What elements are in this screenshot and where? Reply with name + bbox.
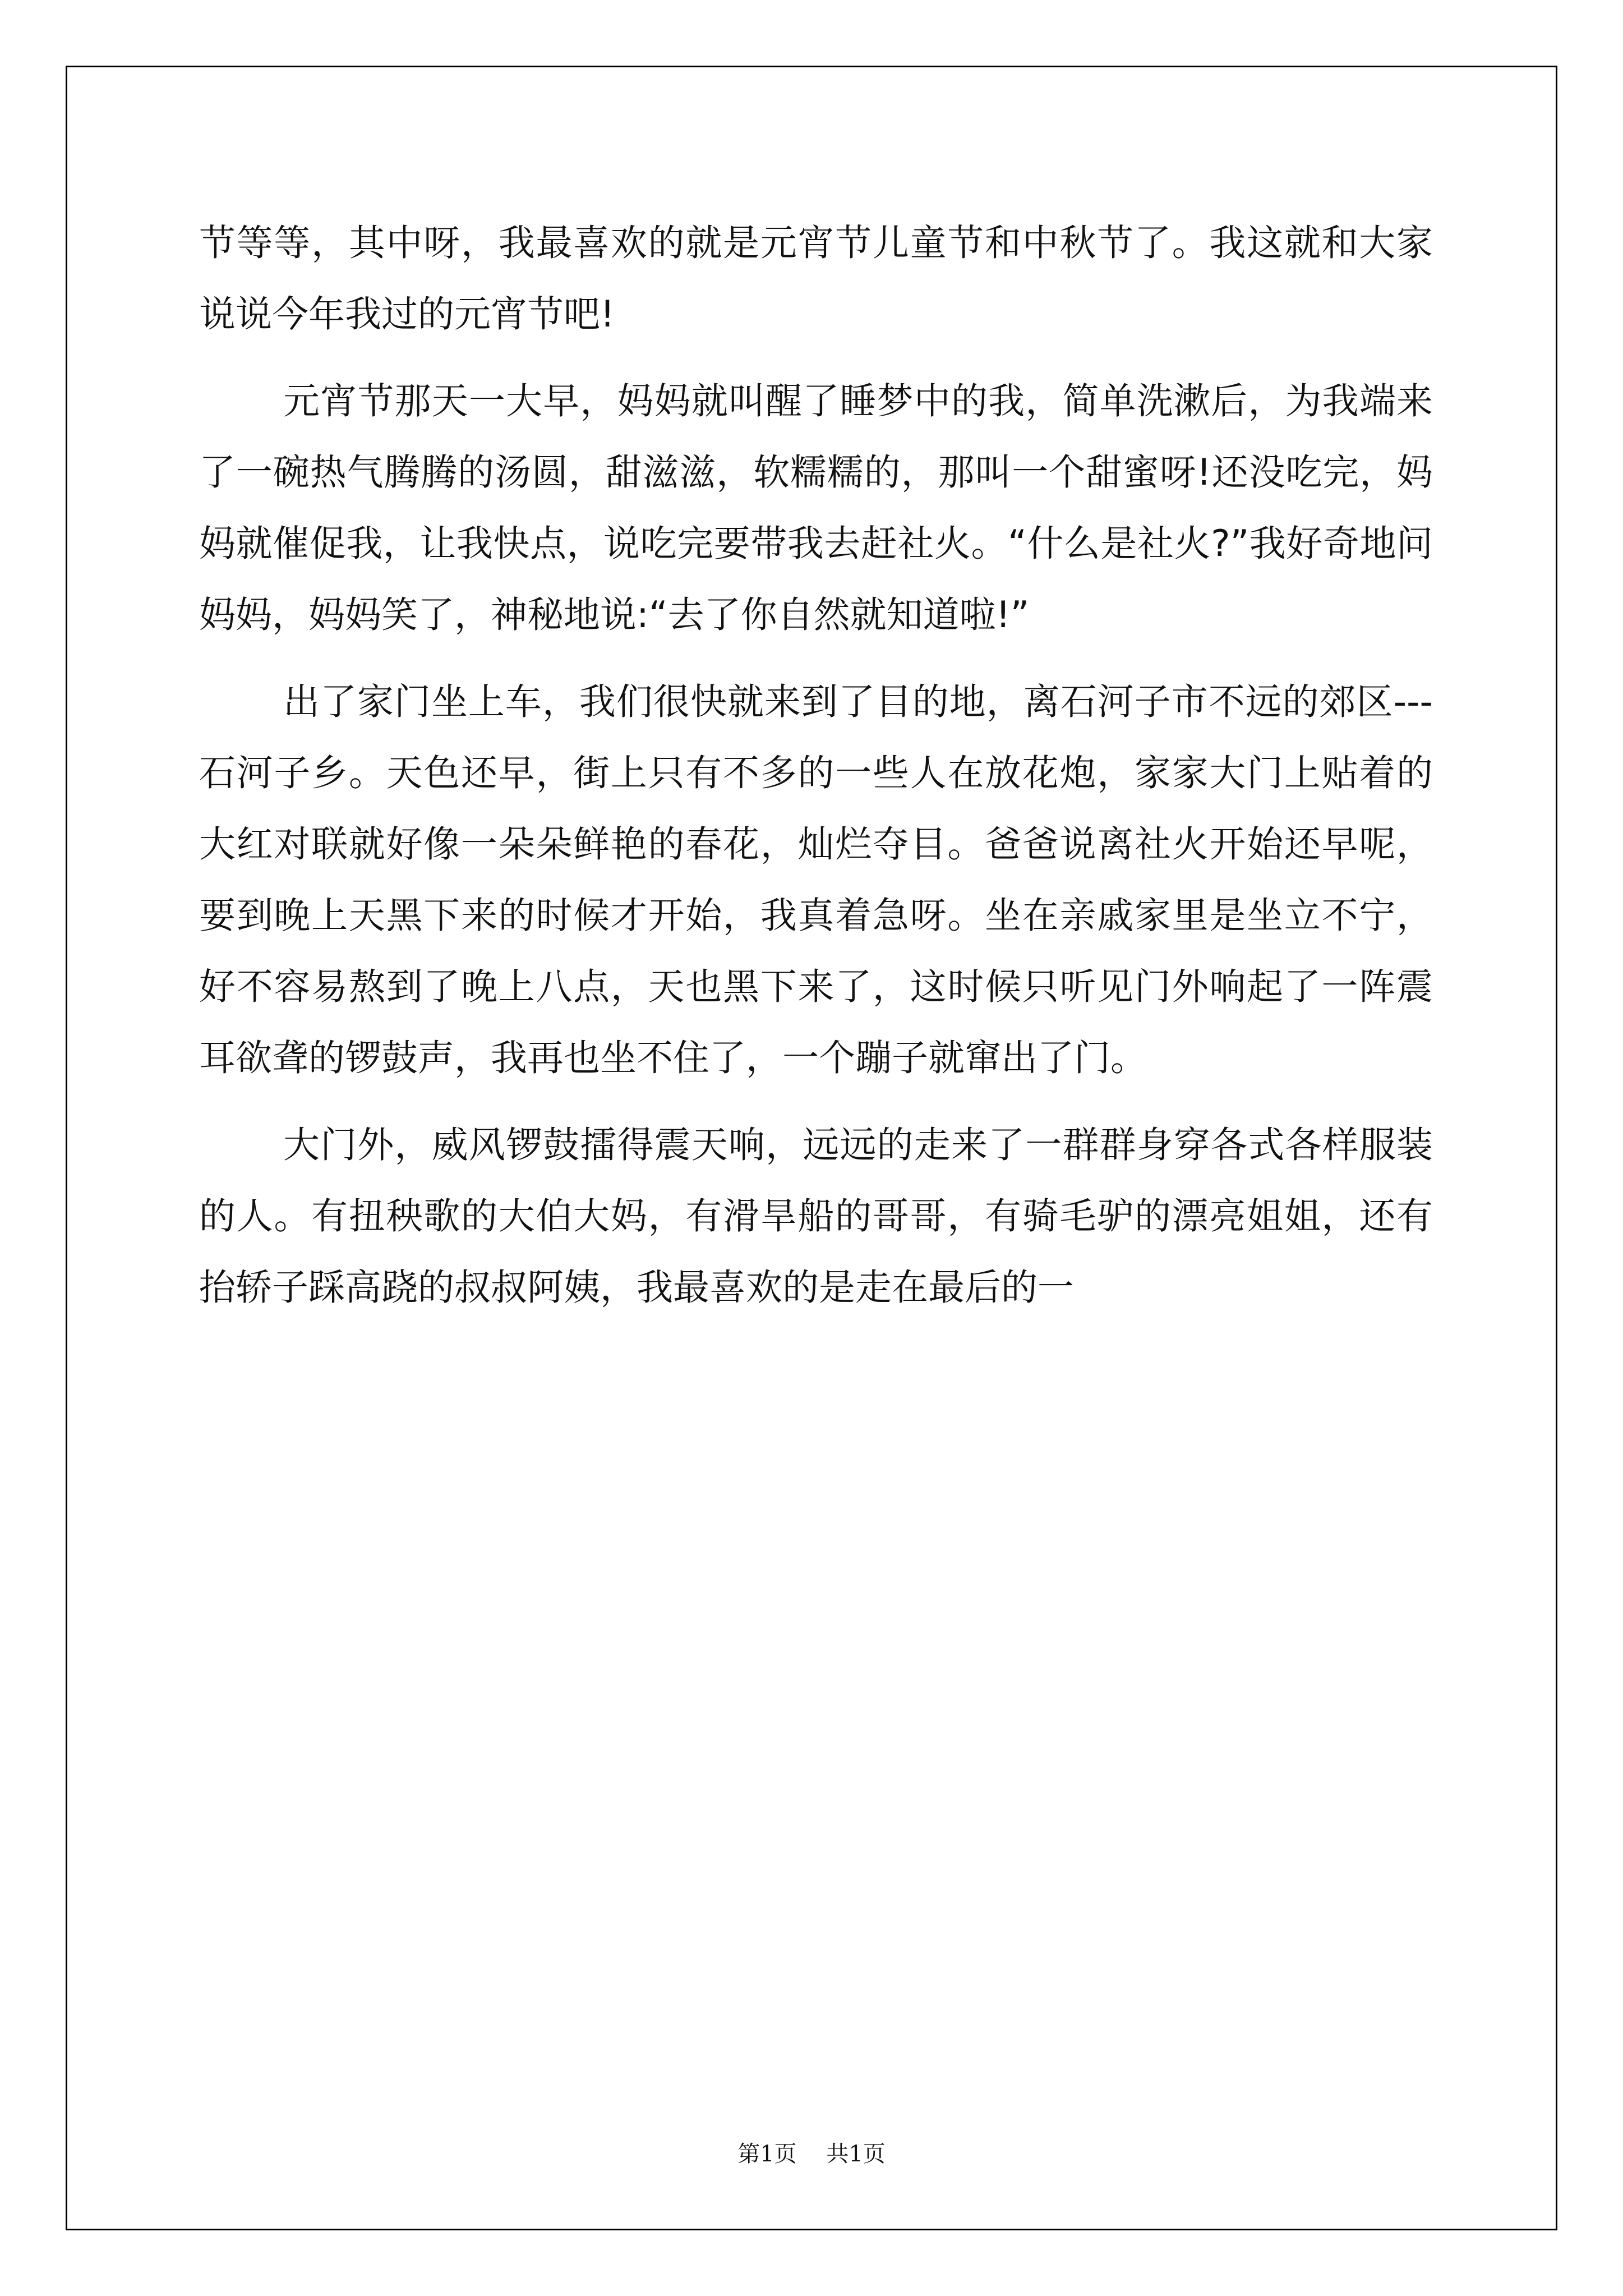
page-number: 第1页 (737, 2141, 797, 2167)
paragraph-2: 元宵节那天一大早，妈妈就叫醒了睡梦中的我，简单洗漱后，为我端来了一碗热气腾腾的汤圆，甜滋滋，软糯糯的，那叫一个甜蜜呀!还没吃完，妈妈就催促我，让我快点，说吃完要带我去赶社火。“什么是社火?”我好奇地问妈妈，妈妈笑了，神秘地说:“去了你自然就知道啦!” (199, 380, 1433, 636)
document-body (199, 208, 1433, 1339)
paragraph-4: 大门外，威风锣鼓擂得震天响，远远的走来了一群群身穿各式各样服装的人。有扭秧歌的大伯大妈，有滑旱船的哥哥，有骑毛驴的漂亮姐姐，还有抬轿子踩高跷的叔叔阿姨，我最喜欢的是走在最后的一 (199, 1124, 1433, 1309)
paragraph-1: 节等等，其中呀，我最喜欢的就是元宵节儿童节和中秋节了。我这就和大家说说今年我过的元宵节吧! (199, 222, 1433, 335)
total-pages: 共1页 (826, 2141, 886, 2167)
paragraph-3: 出了家门坐上车，我们很快就来到了目的地，离石河子市不远的郊区---石河子乡。天色还早，街上只有不多的一些人在放花炮，家家大门上贴着的大红对联就好像一朵朵鲜艳的春花，灿烂夺目。爸爸说离社火开始还早呢，要到晚上天黑下来的时候才开始，我真着急呀。坐在亲戚家里是坐立不宁，好不容易熬到了晚上八点，天也黑下来了，这时候只听见门外响起了一阵震耳欲聋的锣鼓声，我再也坐不住了，一个蹦子就窜出了门。 (199, 681, 1433, 1079)
page-footer (0, 2136, 1623, 2168)
